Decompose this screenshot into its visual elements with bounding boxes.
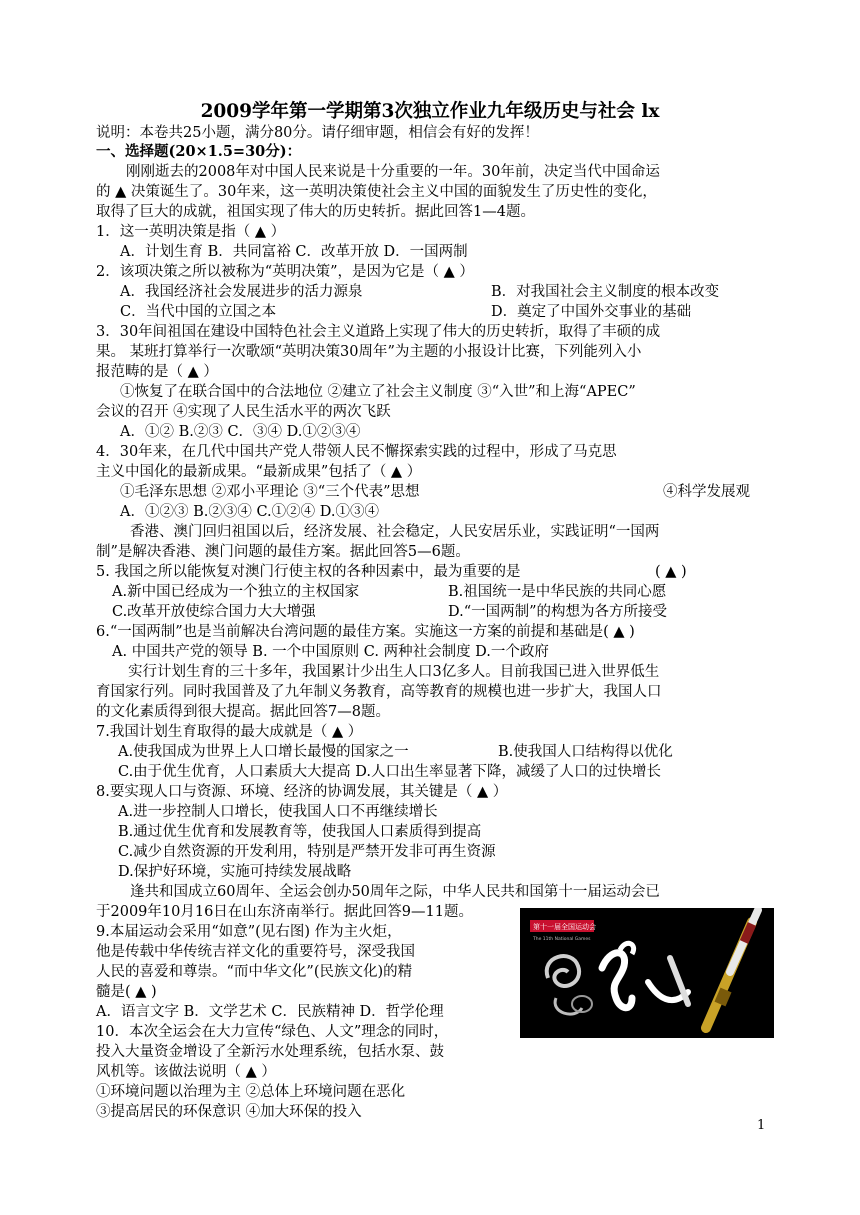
page-number: 1 xyxy=(757,1118,766,1133)
question-1-options: A．计划生育 B．共同富裕 C．改革开放 D．一国两制 xyxy=(120,244,468,260)
text-line: 会议的召开 ④实现了人民生活水平的两次飞跃 xyxy=(96,404,391,420)
question-4-options: A．①②③ B.②③④ C.①②④ D.①③④ xyxy=(120,504,379,520)
text-line: 的 ▲ 决策诞生了。30年来，这一英明决策使社会主义中国的面貌发生了历史性的变化， xyxy=(96,184,657,200)
section-heading: 一、选择题(20×1.5=30分)： xyxy=(96,143,302,160)
page-title: 2009学年第一学期第3次独立作业九年级历史与社会 lx xyxy=(200,101,660,122)
question-3-items: ①恢复了在联合国中的合法地位 ②建立了社会主义制度 ③“入世”和上海“APEC” xyxy=(120,384,636,400)
question-2-option-c: C．当代中国的立国之本 xyxy=(120,304,277,320)
text-line: 香港、澳门回归祖国以后，经济发展、社会稳定，人民安居乐业，实践证明“一国两 xyxy=(130,524,660,540)
ruyi-icon xyxy=(520,908,774,1038)
text-line: 于2009年10月16日在山东济南举行。据此回答9—11题。 xyxy=(96,904,473,920)
banner-text-en: The 11th National Games xyxy=(533,937,591,942)
text-line: 人民的喜爱和尊崇。“而中华文化”(民族文化)的精 xyxy=(96,964,413,980)
text-line: 实行计划生育的三十多年，我国累计少出生人口3亿多人。目前我国已进入世界低生 xyxy=(128,664,660,680)
text-line: 育国家行列。同时我国普及了九年制义务教育，高等教育的规模也进一步扩大，我国人口 xyxy=(96,684,662,700)
question-1: 1．这一英明决策是指（ ▲ ） xyxy=(96,224,286,240)
question-8-option-c: C.减少自然资源的开发利用，特别是严禁开发非可再生资源 xyxy=(118,844,496,860)
text-line: 的文化素质得到很大提高。据此回答7—8题。 xyxy=(96,704,390,720)
question-10-items: ①环境问题以治理为主 ②总体上环境问题在恶化 xyxy=(96,1084,406,1100)
question-5-option-c: C.改革开放使综合国力大大增强 xyxy=(112,604,316,620)
question-10-items: ③提高居民的环保意识 ④加大环保的投入 xyxy=(96,1104,362,1120)
question-6-options: A. 中国共产党的领导 B. 一个中国原则 C. 两种社会制度 D.一个政府 xyxy=(112,644,549,660)
question-8-option-b: B.通过优生优育和发展教育等，使我国人口素质得到提高 xyxy=(118,824,482,840)
question-2: 2．该项决策之所以被称为“英明决策”，是因为它是（ ▲ ） xyxy=(96,264,474,280)
question-2-option-d: D．奠定了中国外交事业的基础 xyxy=(491,304,692,320)
question-9: 9.本届运动会采用“如意”(见右图) 作为主火炬， xyxy=(96,924,402,940)
question-5-option-a: A.新中国已经成为一个独立的主权国家 xyxy=(112,584,360,600)
question-4-item-4: ④科学发展观 xyxy=(663,484,750,500)
text-line: 取得了巨大的成就，祖国实现了伟大的历史转折。据此回答1—4题。 xyxy=(96,204,535,220)
text-line: 风机等。该做法说明（ ▲ ） xyxy=(96,1064,276,1080)
question-8: 8.要实现人口与资源、环境、经济的协调发展，其关键是（ ▲ ） xyxy=(96,784,508,800)
ruyi-torch-image xyxy=(520,908,774,1038)
text-line: 髓是( ▲ ) xyxy=(96,984,157,1000)
question-5-option-d: D.“一国两制”的构想为各方所接受 xyxy=(448,604,668,620)
text-line: 主义中国化的最新成果。“最新成果”包括了（ ▲ ） xyxy=(96,464,422,480)
question-6: 6.“一国两制”也是当前解决台湾问题的最佳方案。实施这一方案的前提和基础是( ▲ ) xyxy=(96,624,635,640)
question-9-options: A．语言文字 B．文学艺术 C．民族精神 D．哲学伦理 xyxy=(96,1004,444,1020)
question-2-option-b: B．对我国社会主义制度的根本改变 xyxy=(491,284,720,300)
question-8-option-d: D.保护好环境，实施可持续发展战略 xyxy=(118,864,352,880)
question-3: 3．30年间祖国在建设中国特色社会主义道路上实现了伟大的历史转折，取得了丰硕的成 xyxy=(96,324,661,340)
question-7-option-a: A.使我国成为世界上人口增长最慢的国家之一 xyxy=(118,744,409,760)
text-line: 制”是解决香港、澳门问题的最佳方案。据此回答5—6题。 xyxy=(96,544,470,560)
question-4-items: ①毛泽东思想 ②邓小平理论 ③“三个代表”思想 xyxy=(120,484,420,500)
question-7-options-cd: C.由于优生优育，人口素质大大提高 D.人口出生率显著下降，减缓了人口的过快增长 xyxy=(118,764,662,780)
question-5-option-b: B.祖国统一是中华民族的共同心愿 xyxy=(448,584,667,600)
instructions: 说明：本卷共25小题，满分80分。请仔细审题，相信会有好的发挥！ xyxy=(96,125,539,141)
question-2-option-a: A．我国经济社会发展进步的活力源泉 xyxy=(120,284,363,300)
question-7-option-b: B.使我国人口结构得以优化 xyxy=(498,744,673,760)
question-3-options: A．①② B.②③ C．③④ D.①②③④ xyxy=(120,424,361,440)
question-5: 5. 我国之所以能恢复对澳门行使主权的各种因素中，最为重要的是 xyxy=(96,564,521,580)
text-line: 报范畴的是（ ▲ ） xyxy=(96,364,218,380)
question-4: 4．30年来，在几代中国共产党人带领人民不懈探索实践的过程中，形成了马克思 xyxy=(96,444,617,460)
text-line: 投入大量资金增设了全新污水处理系统，包括水泵、鼓 xyxy=(96,1044,444,1060)
answer-blank: ( ▲ ) xyxy=(655,564,687,580)
question-10: 10．本次全运会在大力宣传“绿色、人文”理念的同时， xyxy=(96,1024,449,1040)
text-line: 果。 某班打算举行一次歌颂“英明决策30周年”为主题的小报设计比赛，下列能列入小 xyxy=(96,344,642,360)
question-7: 7.我国计划生育取得的最大成就是（ ▲ ） xyxy=(96,724,363,740)
text-line: 刚刚逝去的2008年对中国人民来说是十分重要的一年。30年前，决定当代中国命运 xyxy=(126,164,660,180)
text-line: 逢共和国成立60周年、全运会创办50周年之际，中华人民共和国第十一届运动会已 xyxy=(130,884,660,900)
text-line: 他是传载中华传统吉祥文化的重要符号，深受我国 xyxy=(96,944,415,960)
banner-text: 第十一届全国运动会 xyxy=(533,923,596,931)
question-8-option-a: A.进一步控制人口增长，使我国人口不再继续增长 xyxy=(118,804,438,820)
